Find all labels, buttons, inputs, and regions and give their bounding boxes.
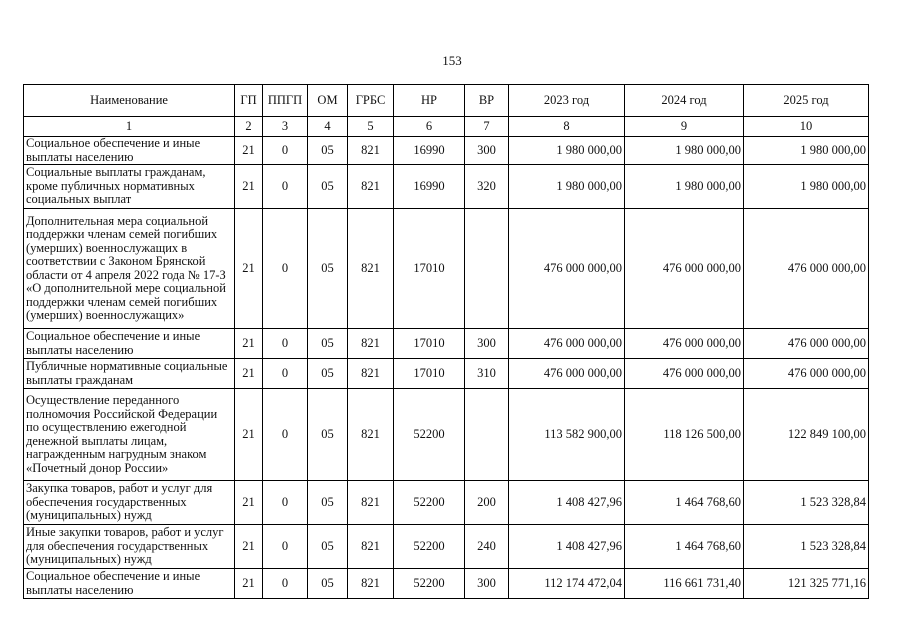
budget-table <box>23 84 869 599</box>
col-header-om: ОМ <box>308 85 348 117</box>
cell-vr: 200 <box>465 481 509 525</box>
cell-gp: 21 <box>235 165 263 209</box>
column-number-row <box>24 117 869 137</box>
cell-2023: 476 000 000,00 <box>509 329 625 359</box>
row-name: Дополнительная мера социальной поддержки членам семей погибших (умерших) военнослужащих в соответствии с Законом Брянской области от 4 апреля 2022 года № 17-З «О дополнительной мере социальной поддержки членам семей погибших (умерших) военнослужащих» <box>24 209 235 329</box>
cell-2024: 476 000 000,00 <box>625 359 744 389</box>
cell-nr: 52200 <box>394 389 465 481</box>
col-number: 7 <box>465 117 509 137</box>
cell-nr: 52200 <box>394 481 465 525</box>
cell-2025: 122 849 100,00 <box>744 389 869 481</box>
cell-2024: 1 464 768,60 <box>625 525 744 569</box>
cell-2023: 1 980 000,00 <box>509 165 625 209</box>
table-row <box>24 137 869 165</box>
cell-vr: 300 <box>465 329 509 359</box>
cell-nr: 52200 <box>394 525 465 569</box>
cell-2025: 1 980 000,00 <box>744 137 869 165</box>
row-name: Закупка товаров, работ и услуг для обеспечения государственных (муниципальных) нужд <box>24 481 235 525</box>
cell-nr: 52200 <box>394 569 465 599</box>
row-name: Социальные выплаты гражданам, кроме публичных нормативных социальных выплат <box>24 165 235 209</box>
col-header-nr: НР <box>394 85 465 117</box>
cell-2024: 476 000 000,00 <box>625 209 744 329</box>
col-header-grbs: ГРБС <box>348 85 394 117</box>
col-number: 9 <box>625 117 744 137</box>
cell-ppgp: 0 <box>263 569 308 599</box>
cell-om: 05 <box>308 165 348 209</box>
cell-grbs: 821 <box>348 569 394 599</box>
cell-ppgp: 0 <box>263 359 308 389</box>
col-header-2023: 2023 год <box>509 85 625 117</box>
cell-nr: 16990 <box>394 137 465 165</box>
table-row <box>24 481 869 525</box>
col-number: 3 <box>263 117 308 137</box>
cell-vr: 310 <box>465 359 509 389</box>
table-row <box>24 359 869 389</box>
cell-nr: 16990 <box>394 165 465 209</box>
row-name: Публичные нормативные социальные выплаты гражданам <box>24 359 235 389</box>
cell-nr: 17010 <box>394 359 465 389</box>
cell-ppgp: 0 <box>263 329 308 359</box>
col-header-vr: ВР <box>465 85 509 117</box>
cell-grbs: 821 <box>348 209 394 329</box>
cell-2025: 476 000 000,00 <box>744 209 869 329</box>
cell-gp: 21 <box>235 481 263 525</box>
cell-nr: 17010 <box>394 329 465 359</box>
cell-gp: 21 <box>235 329 263 359</box>
cell-2025: 1 980 000,00 <box>744 165 869 209</box>
cell-grbs: 821 <box>348 165 394 209</box>
cell-2023: 1 408 427,96 <box>509 525 625 569</box>
cell-2024: 1 980 000,00 <box>625 137 744 165</box>
cell-om: 05 <box>308 481 348 525</box>
table-row <box>24 389 869 481</box>
cell-2023: 476 000 000,00 <box>509 209 625 329</box>
cell-vr: 320 <box>465 165 509 209</box>
row-name: Осуществление переданного полномочия Российской Федерации по осуществлению ежегодной денежной выплаты лицам, награжденным нагрудным знаком «Почетный донор России» <box>24 389 235 481</box>
cell-gp: 21 <box>235 525 263 569</box>
cell-vr <box>465 389 509 481</box>
cell-2023: 476 000 000,00 <box>509 359 625 389</box>
row-name: Иные закупки товаров, работ и услуг для обеспечения государственных (муниципальных) нужд <box>24 525 235 569</box>
cell-grbs: 821 <box>348 389 394 481</box>
cell-gp: 21 <box>235 209 263 329</box>
row-name: Социальное обеспечение и иные выплаты населению <box>24 569 235 599</box>
table-row <box>24 329 869 359</box>
table-row <box>24 525 869 569</box>
col-number: 4 <box>308 117 348 137</box>
cell-grbs: 821 <box>348 329 394 359</box>
col-number: 1 <box>24 117 235 137</box>
cell-grbs: 821 <box>348 525 394 569</box>
col-number: 10 <box>744 117 869 137</box>
header-row <box>24 85 869 117</box>
page-number: 153 <box>442 53 462 68</box>
table-row <box>24 569 869 599</box>
cell-2025: 476 000 000,00 <box>744 359 869 389</box>
col-number: 6 <box>394 117 465 137</box>
cell-2023: 1 980 000,00 <box>509 137 625 165</box>
cell-2025: 121 325 771,16 <box>744 569 869 599</box>
cell-om: 05 <box>308 329 348 359</box>
cell-gp: 21 <box>235 569 263 599</box>
cell-nr: 17010 <box>394 209 465 329</box>
cell-2025: 1 523 328,84 <box>744 481 869 525</box>
cell-grbs: 821 <box>348 359 394 389</box>
cell-2024: 476 000 000,00 <box>625 329 744 359</box>
cell-2024: 1 464 768,60 <box>625 481 744 525</box>
cell-ppgp: 0 <box>263 165 308 209</box>
cell-ppgp: 0 <box>263 389 308 481</box>
cell-gp: 21 <box>235 359 263 389</box>
cell-grbs: 821 <box>348 137 394 165</box>
row-name: Социальное обеспечение и иные выплаты населению <box>24 137 235 165</box>
cell-vr: 240 <box>465 525 509 569</box>
cell-2024: 118 126 500,00 <box>625 389 744 481</box>
col-header-ppgp: ППГП <box>263 85 308 117</box>
cell-ppgp: 0 <box>263 137 308 165</box>
cell-om: 05 <box>308 569 348 599</box>
col-header-name: Наименование <box>24 85 235 117</box>
cell-vr: 300 <box>465 137 509 165</box>
table-row <box>24 165 869 209</box>
row-name: Социальное обеспечение и иные выплаты населению <box>24 329 235 359</box>
cell-2023: 1 408 427,96 <box>509 481 625 525</box>
cell-gp: 21 <box>235 137 263 165</box>
col-header-2025: 2025 год <box>744 85 869 117</box>
table-row <box>24 209 869 329</box>
col-header-2024: 2024 год <box>625 85 744 117</box>
cell-om: 05 <box>308 137 348 165</box>
col-number: 2 <box>235 117 263 137</box>
cell-ppgp: 0 <box>263 525 308 569</box>
col-header-gp: ГП <box>235 85 263 117</box>
cell-2023: 113 582 900,00 <box>509 389 625 481</box>
col-number: 5 <box>348 117 394 137</box>
cell-2025: 476 000 000,00 <box>744 329 869 359</box>
cell-ppgp: 0 <box>263 209 308 329</box>
col-number: 8 <box>509 117 625 137</box>
cell-om: 05 <box>308 359 348 389</box>
cell-vr: 300 <box>465 569 509 599</box>
cell-om: 05 <box>308 389 348 481</box>
cell-om: 05 <box>308 209 348 329</box>
cell-2024: 116 661 731,40 <box>625 569 744 599</box>
cell-ppgp: 0 <box>263 481 308 525</box>
cell-gp: 21 <box>235 389 263 481</box>
cell-grbs: 821 <box>348 481 394 525</box>
cell-2025: 1 523 328,84 <box>744 525 869 569</box>
cell-2024: 1 980 000,00 <box>625 165 744 209</box>
cell-2023: 112 174 472,04 <box>509 569 625 599</box>
cell-vr <box>465 209 509 329</box>
cell-om: 05 <box>308 525 348 569</box>
